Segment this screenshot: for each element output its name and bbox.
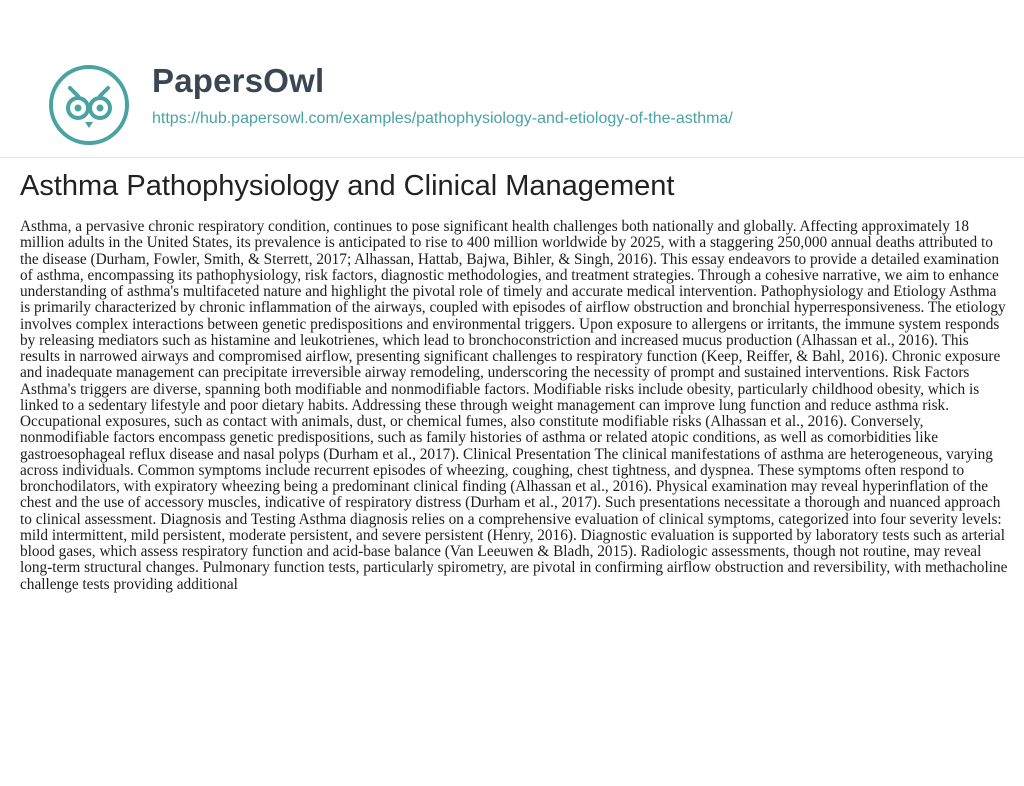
article-title: Asthma Pathophysiology and Clinical Management: [20, 170, 675, 202]
header-divider: [0, 157, 1024, 158]
owl-logo-icon[interactable]: [48, 64, 130, 146]
site-header: [48, 56, 988, 136]
source-url-link[interactable]: https://hub.papersowl.com/examples/pathophysiology-and-etiology-of-the-asthma/: [152, 110, 733, 127]
article-body: Asthma, a pervasive chronic respiratory condition, continues to pose significant health challenges both nationally and globally. Affecting approximately 18 million adults in the United States, its prevalence is anticipated to rise to 400 million worldwide by 2025, with a staggering 250,000 annual deaths attributed to the disease (Durham, Fowler, Smith, & Sterrett, 2017; Alhassan, Hattab, Bajwa, Bihler, & Singh, 2016). This essay endeavors to provide a detailed examination of asthma, encompassing its pathophysiology, risk factors, diagnostic methodologies, and treatment strategies. Through a cohesive narrative, we aim to enhance understanding of asthma's multifaceted nature and highlight the pivotal role of timely and accurate medical intervention. Pathophysiology and Etiology Asthma is primarily characterized by chronic inflammation of the airways, coupled with episodes of airflow obstruction and bronchial hyperresponsiveness. The etiology involves complex interactions between genetic predispositions and environmental triggers. Upon exposure to allergens or irritants, the immune system responds by releasing mediators such as histamine and leukotrienes, which lead to bronchoconstriction and increased mucus production (Alhassan et al., 2016). This results in narrowed airways and compromised airflow, presenting significant challenges to respiratory function (Keep, Reiffer, & Bahl, 2016). Chronic exposure and inadequate management can precipitate irreversible airway remodeling, underscoring the necessity of prompt and sustained interventions. Risk Factors Asthma's triggers are diverse, spanning both modifiable and nonmodifiable factors. Modifiable risks include obesity, particularly childhood obesity, which is linked to a sedentary lifestyle and poor dietary habits. Addressing these through weight management can improve lung function and reduce asthma risk. Occupational exposures, such as contact with animals, dust, or chemical fumes, also constitute modifiable risks (Alhassan et al., 2016). Conversely, nonmodifiable factors encompass genetic predispositions, such as family histories of asthma or related atopic conditions, as well as comorbidities like gastroesophageal reflux disease and nasal polyps (Durham et al., 2017). Clinical Presentation The clinical manifestations of asthma are heterogeneous, varying across individuals. Common symptoms include recurrent episodes of wheezing, coughing, chest tightness, and dyspnea. These symptoms often respond to bronchodilators, with expiratory wheezing being a predominant clinical finding (Alhassan et al., 2016). Physical examination may reveal hyperinflation of the chest and the use of accessory muscles, indicative of respiratory distress (Durham et al., 2017). Such presentations necessitate a thorough and nuanced approach to clinical assessment. Diagnosis and Testing Asthma diagnosis relies on a comprehensive evaluation of clinical symptoms, categorized into four severity levels: mild intermittent, mild persistent, moderate persistent, and severe persistent (Henry, 2016). Diagnostic evaluation is supported by laboratory tests such as arterial blood gases, which assess respiratory function and acid-base balance (Van Leeuwen & Bladh, 2015). Radiologic assessments, though not routine, may reveal long-term structural changes. Pulmonary function tests, particularly spirometry, are pivotal in confirming airflow obstruction and reversibility, with methacholine challenge tests providing additional: [20, 218, 1008, 593]
brand-name[interactable]: PapersOwl: [152, 62, 325, 99]
